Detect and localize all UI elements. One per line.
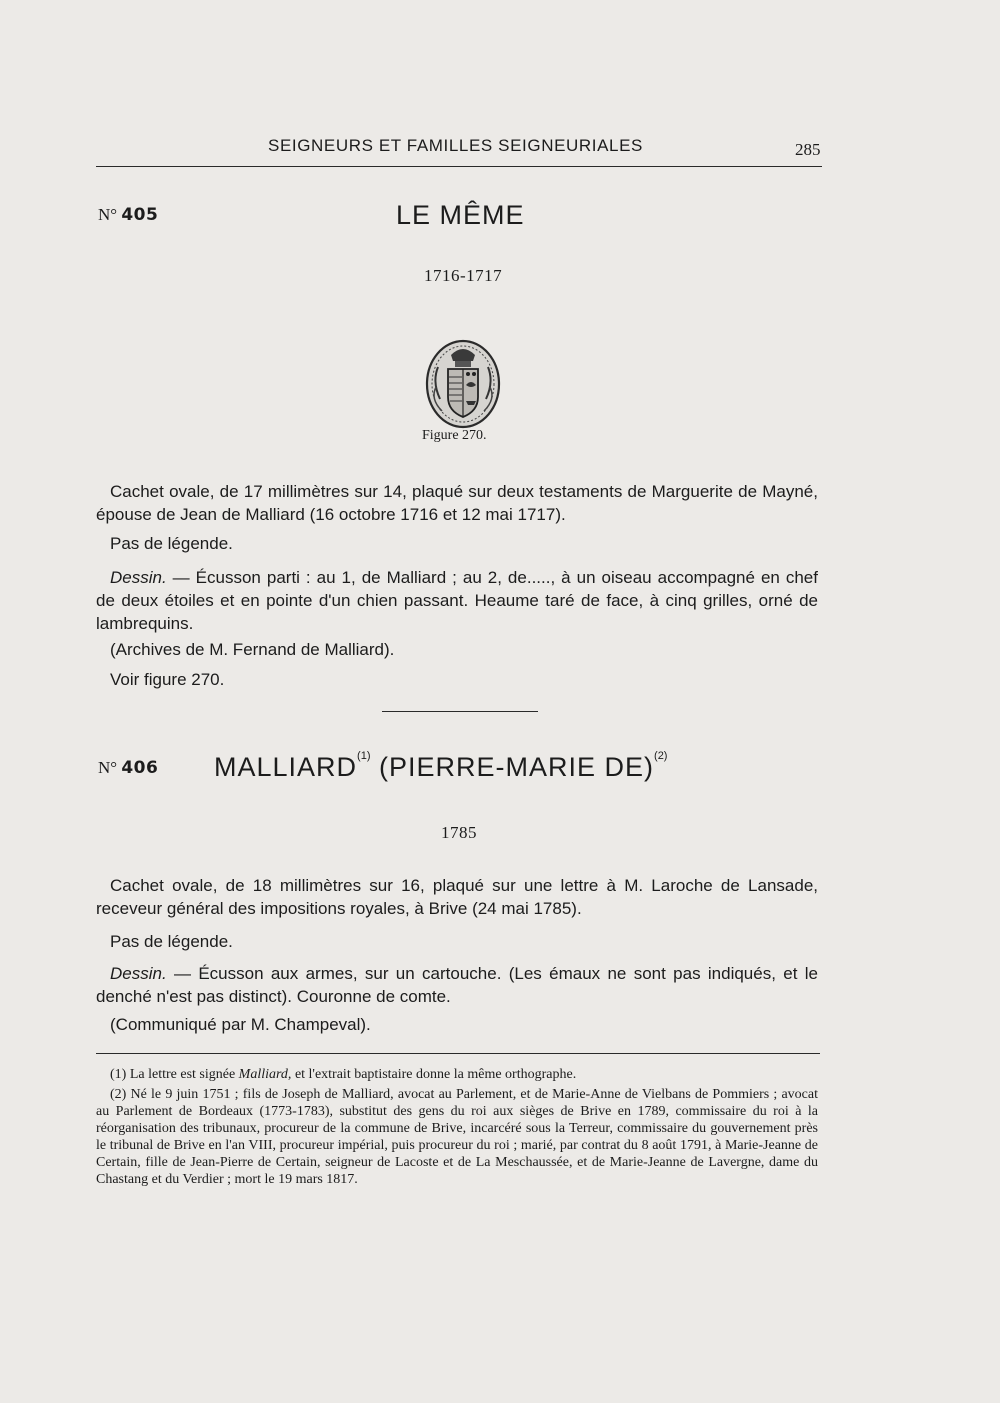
dessin-label: Dessin. — [110, 568, 167, 587]
dessin-paragraph-406 — [96, 962, 818, 1008]
footnote-1-text-end: et l'extrait baptistaire donne la même orthographe. — [291, 1067, 577, 1082]
dessin-label: Dessin. — [110, 964, 167, 983]
wax-seal-figure — [424, 337, 502, 429]
description-paragraph-406: Cachet ovale, de 18 millimètres sur 16, plaqué sur une lettre à M. Laroche de Lansade, receveur général des impositions royales, à Brive (24 mai 1785). — [96, 876, 818, 918]
description-paragraph-405: Cachet ovale, de 17 millimètres sur 14, plaqué sur deux testaments de Marguerite de Mayné, épouse de Jean de Malliard (16 octobre 1716 et 12 mai 1717). — [96, 482, 818, 524]
footnote-2: (2) Né le 9 juin 1751 ; fils de Joseph de Malliard, avocat au Parlement, et de Marie-Anne de Vielbans de Pommiers ; avocat au Parlement de Bordeaux (1773-1783), substitut des gens du roi aux sièges de Brive en 1789, commissaire du roi à la réorganisation des tribunaux, procureur de la commune de Brive, incarcéré sous la Terreur, commissaire du gouvernement près le tribunal de Brive en l'an VIII, procureur impérial, puis procureur du roi ; marié, par contrat du 8 août 1791, à Marie-Jeanne de Certain, fille de Jean-Pierre de Certain, seigneur de Lacoste et de La Meschaussée, et de Marie-Jeanne de Lavergne, dame du Chastang et du Verdier ; mort le 19 mars 1817. — [96, 1087, 818, 1187]
footnote-1-signature: Malliard, — [238, 1067, 292, 1082]
entry-number-prefix: N° — [98, 205, 118, 224]
legend-paragraph-405: Pas de légende. — [110, 534, 233, 553]
entry-number-value: 406 — [121, 758, 159, 778]
figure-caption: Figure 270. — [422, 428, 487, 443]
footnote-ref-1: (1) — [357, 750, 371, 762]
entry-number-prefix: N° — [98, 758, 118, 777]
title-name: MALLIARD — [214, 752, 358, 782]
dessin-text: — Écusson aux armes, sur un cartouche. (Les émaux ne sont pas indiqués, et le denché n'est pas distinct). Couronne de comte. — [96, 964, 818, 1006]
footnote-ref-2: (2) — [654, 750, 668, 762]
entry-date-405: 1716-1717 — [424, 266, 503, 285]
see-figure-paragraph: Voir figure 270. — [110, 670, 225, 689]
dessin-text: — Écusson parti : au 1, de Malliard ; au 2, de....., à un oiseau accompagné en chef de deux étoiles et en pointe d'un chien passant. Heaume taré de face, à cinq grilles, orné de lambrequins. — [96, 568, 818, 633]
dessin-paragraph-405 — [96, 566, 818, 635]
entry-number-406 — [98, 758, 158, 778]
running-head: SEIGNEURS ET FAMILLES SEIGNEURIALES — [268, 136, 643, 155]
source-paragraph-406: (Communiqué par M. Champeval). — [110, 1015, 371, 1034]
footnote-rule — [96, 1053, 820, 1054]
page-number: 285 — [795, 140, 821, 159]
entry-number-405 — [98, 205, 158, 225]
legend-paragraph-406: Pas de légende. — [110, 932, 233, 951]
footnote-1 — [96, 1066, 818, 1083]
entry-number-value: 405 — [121, 205, 159, 225]
header-rule — [96, 166, 822, 167]
title-rest: (PIERRE-MARIE DE) — [370, 752, 655, 782]
source-paragraph-405: (Archives de M. Fernand de Malliard). — [110, 640, 395, 659]
entry-date-406: 1785 — [441, 823, 477, 842]
footnote-1-text: (1) La lettre est signée — [110, 1067, 239, 1082]
entry-title-405: LE MÊME — [396, 200, 525, 230]
entry-title-406 — [214, 752, 667, 783]
section-separator — [382, 711, 538, 712]
